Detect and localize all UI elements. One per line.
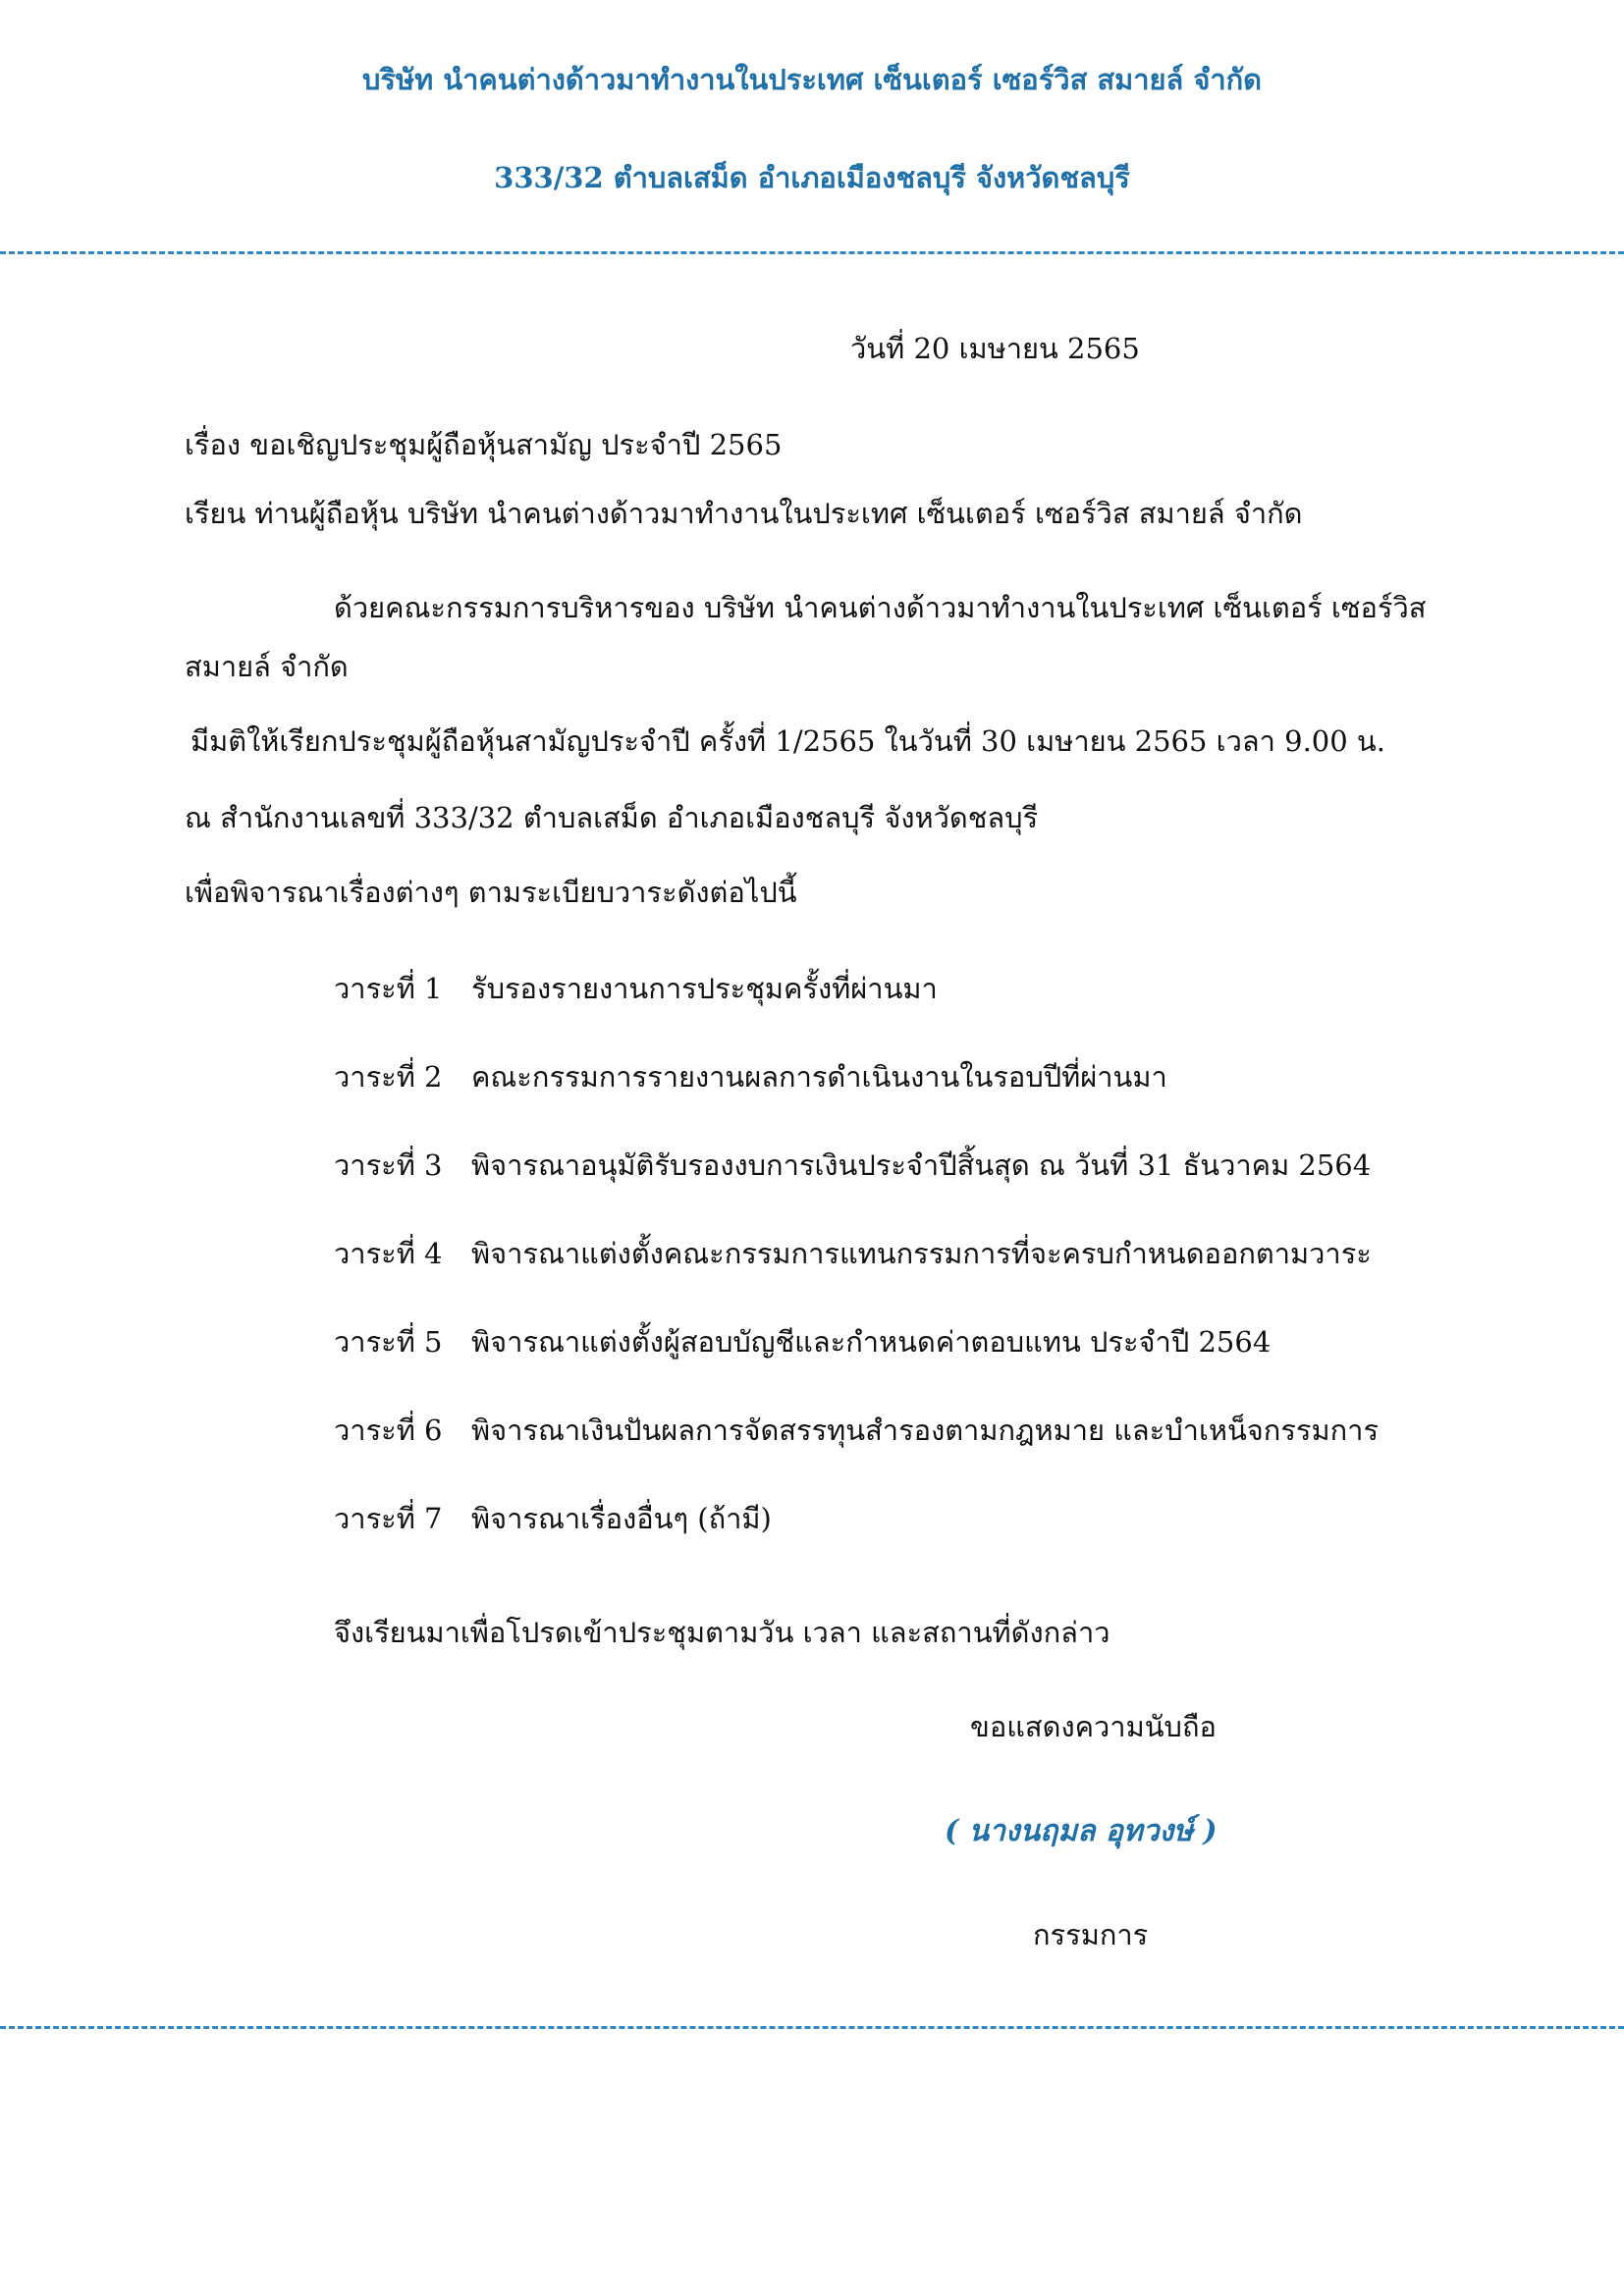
agenda-item <box>334 1496 772 1541</box>
agenda-intro: เพื่อพิจารณาเรื่องต่างๆ ตามระเบียบวาระดังต่อไปนี้ <box>185 876 797 909</box>
agenda-text: พิจารณาอนุมัติรับรองงบการเงินประจำปีสิ้นสุด ณ วันที่ 31 ธันวาคม 2564 <box>471 1148 1372 1182</box>
company-address-header: 333/32 ตำบลเสม็ด อำเภอเมืองชลบุรี จังหวัดชลบุรี <box>494 161 1130 194</box>
meeting-location: ณ สำนักงานเลขที่ 333/32 ตำบลเสม็ด อำเภอเมืองชลบุรี จังหวัดชลบุรี <box>185 801 1039 834</box>
letter-recipient: เรียน ท่านผู้ถือหุ้น บริษัท นำคนต่างด้าวมาทำงานในประเทศ เซ็นเตอร์ เซอร์วิส สมายล์ จำกัด <box>185 497 1303 530</box>
meeting-resolution: มีมติให้เรียกประชุมผู้ถือหุ้นสามัญประจำปี ครั้งที่ 1/2565 ในวันที่ 30 เมษายน 2565 เวลา 9.00 น. <box>190 724 1385 758</box>
closing-invitation: จึงเรียนมาเพื่อโปรดเข้าประชุมตามวัน เวลา และสถานที่ดังกล่าว <box>334 1616 1110 1649</box>
letter-date: วันที่ 20 เมษายน 2565 <box>850 332 1140 365</box>
agenda-text: พิจารณาแต่งตั้งผู้สอบบัญชีและกำหนดค่าตอบแทน ประจำปี 2564 <box>471 1325 1272 1359</box>
agenda-text: คณะกรรมการรายงานผลการดำเนินงานในรอบปีที่ผ่านมา <box>471 1060 1167 1094</box>
agenda-text: พิจารณาเรื่องอื่นๆ (ถ้ามี) <box>471 1502 772 1535</box>
agenda-number: วาระที่ 3 <box>334 1148 443 1182</box>
body-paragraph-line-2: สมายล์ จำกัด <box>185 650 349 683</box>
company-name-header: บริษัท นำคนต่างด้าวมาทำงานในประเทศ เซ็นเตอร์ เซอร์วิส สมายล์ จำกัด <box>361 63 1263 96</box>
agenda-item <box>334 1408 1379 1453</box>
agenda-item <box>334 1143 1371 1188</box>
agenda-number: วาระที่ 6 <box>334 1414 443 1447</box>
letter-subject: เรื่อง ขอเชิญประชุมผู้ถือหุ้นสามัญ ประจำปี 2565 <box>185 428 783 461</box>
signatory-position: กรรมการ <box>1033 1918 1149 1951</box>
agenda-item <box>334 1319 1271 1364</box>
signatory-name: ( นางนฤมล อุทวงษ์ ) <box>945 1814 1218 1848</box>
body-paragraph-line-1: ด้วยคณะกรรมการบริหารของ บริษัท นำคนต่างด้าวมาทำงานในประเทศ เซ็นเตอร์ เซอร์วิส <box>334 591 1427 624</box>
agenda-item <box>334 1054 1167 1099</box>
top-divider <box>0 251 1624 254</box>
agenda-number: วาระที่ 1 <box>334 972 443 1005</box>
closing-regards: ขอแสดงความนับถือ <box>970 1710 1217 1743</box>
agenda-number: วาระที่ 4 <box>334 1237 443 1270</box>
agenda-item <box>334 1231 1372 1276</box>
agenda-text: รับรองรายงานการประชุมครั้งที่ผ่านมา <box>471 972 938 1005</box>
agenda-number: วาระที่ 2 <box>334 1060 443 1094</box>
bottom-divider <box>0 2026 1624 2029</box>
agenda-text: พิจารณาเงินปันผลการจัดสรรทุนสำรองตามกฎหมาย และบำเหน็จกรรมการ <box>471 1414 1380 1447</box>
agenda-number: วาระที่ 7 <box>334 1502 443 1535</box>
agenda-number: วาระที่ 5 <box>334 1325 443 1359</box>
agenda-item <box>334 966 938 1011</box>
agenda-text: พิจารณาแต่งตั้งคณะกรรมการแทนกรรมการที่จะครบกำหนดออกตามวาระ <box>471 1237 1372 1270</box>
